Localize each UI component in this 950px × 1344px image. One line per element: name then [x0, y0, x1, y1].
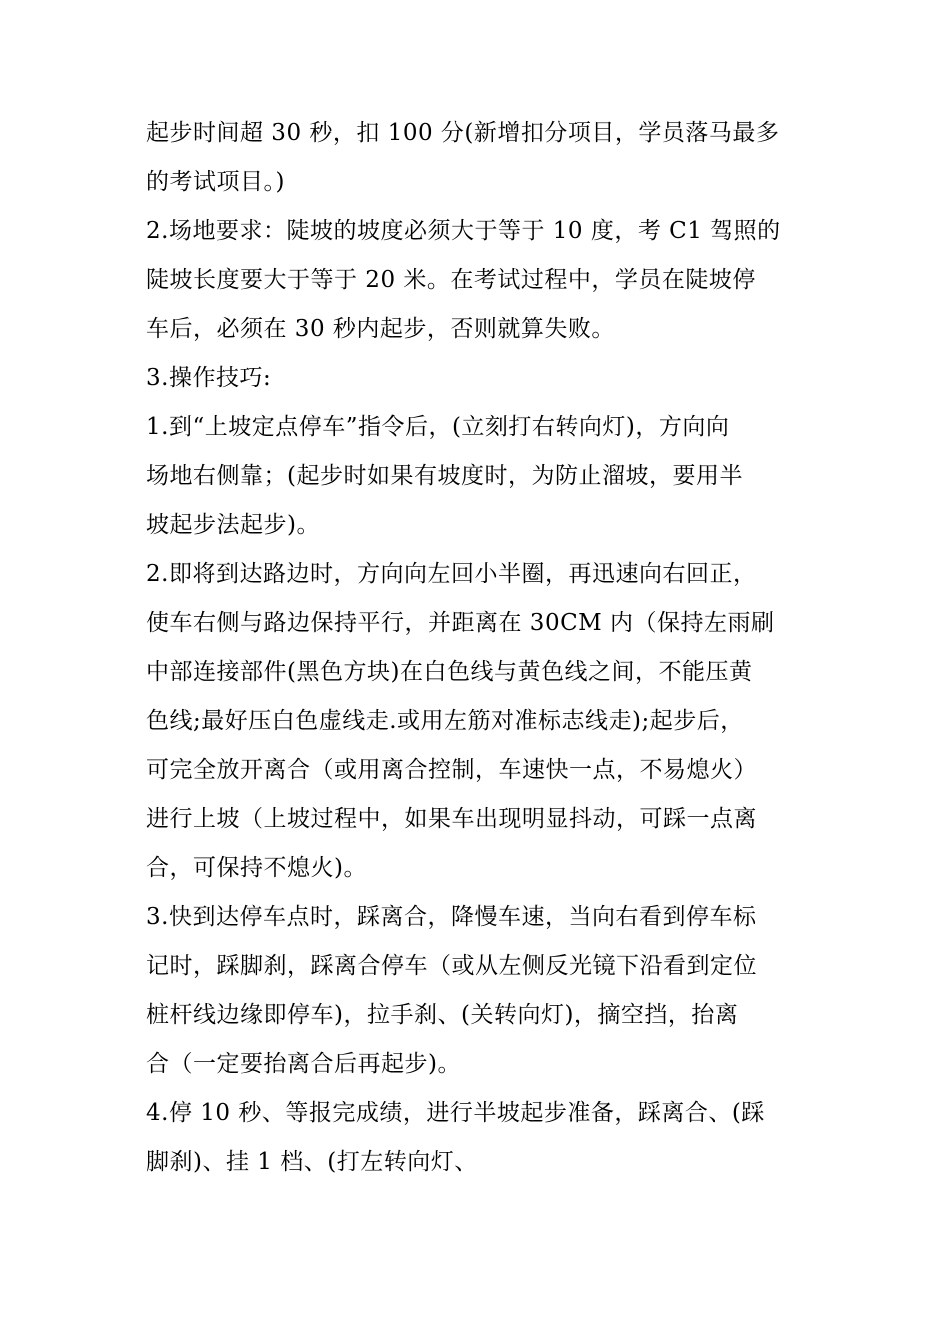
text-line: 记时，踩脚刹，踩离合停车（或从左侧反光镜下沿看到定位	[146, 953, 757, 979]
section-heading: 3.操作技巧:	[146, 365, 272, 391]
text-line: 坡起步法起步)。	[146, 512, 320, 538]
text-line: 中部连接部件(黑色方块)在白色线与黄色线之间，不能压黄	[146, 659, 753, 685]
text-line: 进行上坡（上坡过程中，如果车出现明显抖动，可踩一点离	[146, 806, 757, 832]
text-line: 2.场地要求：陡坡的坡度必须大于等于 10 度，考 C1 驾照的	[146, 218, 781, 244]
document-body	[146, 109, 818, 1187]
text-line: 1.到“上坡定点停车”指令后，(立刻打右转向灯)，方向向	[146, 414, 730, 440]
text-line: 车后，必须在 30 秒内起步，否则就算失败。	[146, 316, 615, 342]
paragraph-tip-3	[146, 893, 818, 1089]
paragraph-site-requirements	[146, 207, 818, 354]
text-line: 2.即将到达路边时，方向向左回小半圈，再迅速向右回正，	[146, 561, 757, 587]
text-line: 3.快到达停车点时，踩离合，降慢车速，当向右看到停车标	[146, 904, 757, 930]
text-line: 场地右侧靠；(起步时如果有坡度时，为防止溜坡，要用半	[146, 463, 743, 489]
paragraph-tip-2	[146, 550, 818, 893]
text-line: 4.停 10 秒、等报完成绩，进行半坡起步准备，踩离合、(踩	[146, 1100, 765, 1126]
text-line: 陡坡长度要大于等于 20 米。在考试过程中，学员在陡坡停	[146, 267, 756, 293]
paragraph-tip-4	[146, 1089, 818, 1187]
text-line: 的考试项目。)	[146, 169, 285, 195]
text-line: 色线;最好压白色虚线走.或用左筋对准标志线走);起步后，	[146, 708, 744, 734]
paragraph-start-time-penalty	[146, 109, 818, 207]
text-line: 合（一定要抬离合后再起步)。	[146, 1051, 461, 1077]
text-line: 桩杆线边缘即停车)，拉手刹、(关转向灯)，摘空挡，抬离	[146, 1002, 739, 1028]
text-line: 可完全放开离合（或用离合控制，车速快一点，不易熄火）	[146, 757, 757, 783]
text-line: 起步时间超 30 秒，扣 100 分(新增扣分项目，学员落马最多	[146, 120, 780, 146]
text-line: 使车右侧与路边保持平行，并距离在 30CM 内（保持左雨刷	[146, 610, 775, 636]
paragraph-tip-1	[146, 403, 818, 550]
paragraph-operation-tips-heading	[146, 354, 818, 403]
text-line: 脚刹)、挂 1 档、(打左转向灯、	[146, 1149, 478, 1175]
text-line: 合，可保持不熄火)。	[146, 855, 367, 881]
